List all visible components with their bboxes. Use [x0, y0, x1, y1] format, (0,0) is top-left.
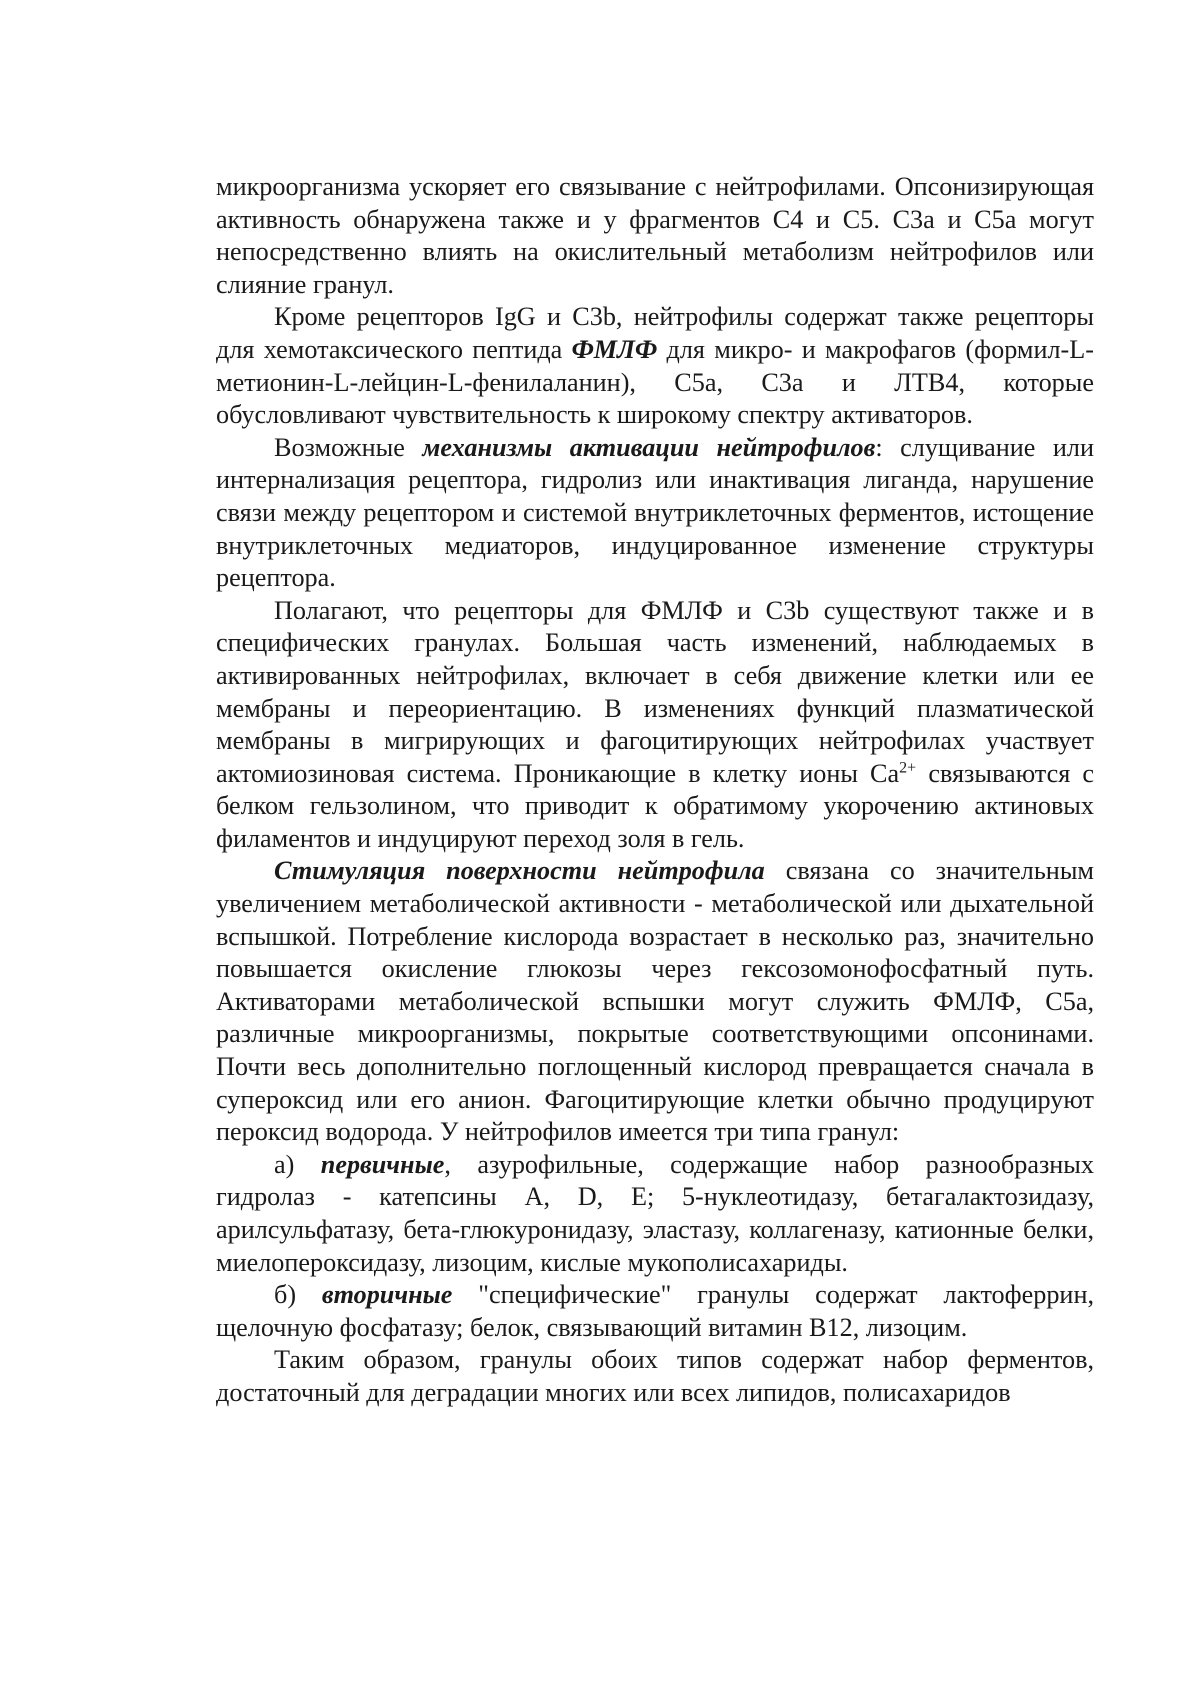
paragraph-1 — [216, 171, 1094, 301]
paragraph-5-emphasis: Стимуляция поверхности нейтрофила — [274, 856, 765, 886]
paragraph-7-emphasis: вторичные — [321, 1280, 453, 1310]
paragraph-4-superscript: 2+ — [899, 758, 917, 776]
paragraph-2-emphasis: ФМЛФ — [571, 334, 658, 364]
paragraph-4-text-b: связываются с белком гельзолином, что приводит к обратимому укорочению актиновых филаментов и индуцируют переход золя в гель. — [216, 758, 1095, 853]
paragraph-6-text-a: а) — [274, 1149, 321, 1179]
paragraph-2 — [216, 301, 1094, 431]
paragraph-3-text-a: Возможные — [274, 432, 423, 462]
paragraph-3-text-b: : слущивание или интернализация рецептора, гидролиз или инактивация лиганда, нарушение связи между рецептором и системой внутриклеточных ферментов, истощение внутриклеточных медиаторов, индуцированное изменение структуры рецептора. — [216, 432, 1094, 593]
paragraph-8-text: Таким образом, гранулы обоих типов содержат набор ферментов, достаточный для деградации многих или всех липидов, полисахаридов — [216, 1345, 1094, 1407]
paragraph-7 — [216, 1279, 1094, 1344]
paragraph-3-emphasis: механизмы активации нейтрофилов — [422, 432, 876, 462]
paragraph-2-text-b: для микро- и макрофагов (формил-L-метионин-L-лейцин-L-фенилаланин), С5а, С3а и ЛТВ4, которые обусловливают чувствительность к широкому спектру активаторов. — [216, 334, 1094, 430]
paragraph-2-text-a: Кроме рецепторов IgG и C3b, нейтрофилы содержат также рецепторы для хемотаксического пептида — [216, 302, 1094, 364]
paragraph-8 — [216, 1344, 1094, 1409]
paragraph-3 — [216, 432, 1094, 595]
paragraph-6-text-b: , азурофильные, содержащие набор разнообразных гидролаз - катепсины A, D, E; 5-нуклеотидазу, бетагалактозидазу, арилсульфатазу, бета-глюкуронидазу, эластазу, коллагеназу, катионные белки, миелопероксидазу, лизоцим, кислые мукополисахариды. — [216, 1149, 1094, 1277]
document-page — [216, 171, 1094, 1410]
paragraph-7-text-b: "специфические" гранулы содержат лактоферрин, щелочную фосфатазу; белок, связывающий витамин В12, лизоцим. — [216, 1280, 1094, 1342]
paragraph-6 — [216, 1149, 1094, 1279]
paragraph-4 — [216, 595, 1094, 856]
paragraph-6-emphasis: первичные — [320, 1149, 445, 1179]
paragraph-7-text-a: б) — [274, 1280, 322, 1310]
paragraph-5-text-b: связана со значительным увеличением метаболической активности - метаболической или дыхательной вспышкой. Потребление кислорода возрастает в несколько раз, значительно повышается окисление глюкозы через гексозомонофосфатный путь. Активаторами метаболической вспышки могут служить ФМЛФ, С5а, различные микроорганизмы, покрытые соответствующими опсонинами. Почти весь дополнительно поглощенный кислород превращается сначала в супероксид или его анион. Фагоцитирующие клетки обычно продуцируют пероксид водорода. У нейтрофилов имеется три типа гранул: — [216, 856, 1094, 1147]
paragraph-5 — [216, 855, 1094, 1148]
paragraph-1-text: микроорганизма ускоряет его связывание с нейтрофилами. Опсонизирующая активность обнаружена также и у фрагментов С4 и С5. С3а и С5а могут непосредственно влиять на окислительный метаболизм нейтрофилов или слияние гранул. — [216, 172, 1094, 299]
paragraph-4-text-a: Полагают, что рецепторы для ФМЛФ и C3b существуют также и в специфических гранулах. Большая часть изменений, наблюдаемых в активированных нейтрофилах, включает в себя движение клетки или ее мембраны и переориентацию. В изменениях функций плазматической мембраны в мигрирующих и фагоцитирующих нейтрофилах участвует актомиозиновая система. Проникающие в клетку ионы Са — [216, 595, 1094, 788]
